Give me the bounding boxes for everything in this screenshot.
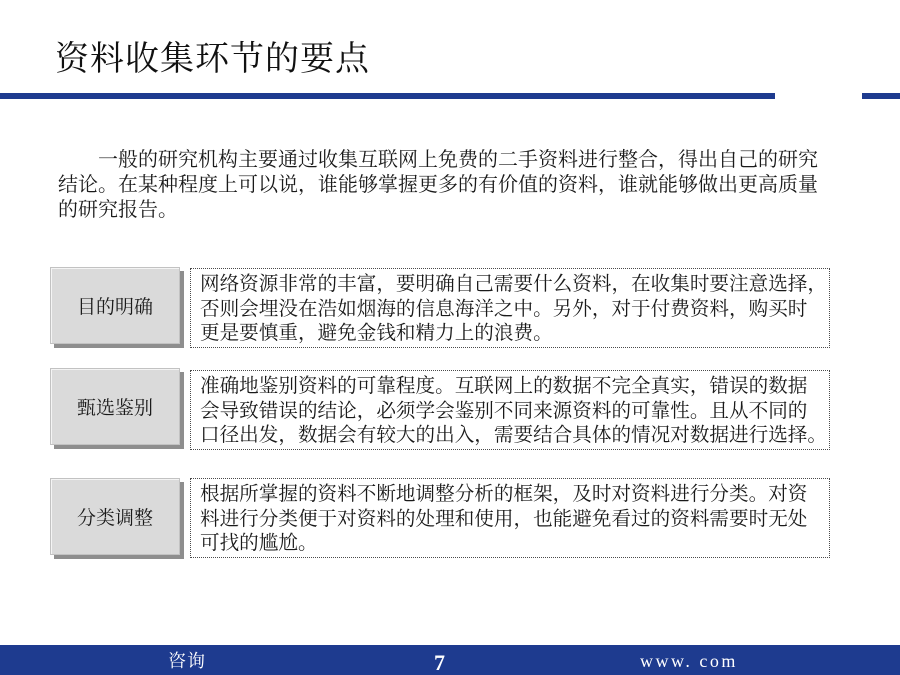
point-label: 甄选鉴别 xyxy=(76,398,153,419)
point-text-line: 会导致错误的结论，必须学会鉴别不同来源资料的可靠性。且从不同的 xyxy=(200,400,808,422)
point-label-box xyxy=(50,478,180,555)
point-text-line: 否则会埋没在浩如烟海的信息海洋之中。另外，对于付费资料，购买时 xyxy=(200,298,808,320)
intro-paragraph xyxy=(58,148,838,223)
page-number: 7 xyxy=(434,650,445,675)
title-underline-bar xyxy=(0,93,775,99)
footer-bar xyxy=(0,645,900,675)
footer-url: www. com xyxy=(640,651,738,671)
point-text-line: 更是要慎重，避免金钱和精力上的浪费。 xyxy=(200,323,553,344)
point-text-line: 根据所掌握的资料不断地调整分析的框架，及时对资料进行分类。对资 xyxy=(200,484,808,505)
slide-title: 资料收集环节的要点 xyxy=(55,41,370,78)
point-label-box xyxy=(50,368,180,445)
point-text-box xyxy=(190,370,830,450)
footer-company: 咨询 xyxy=(168,651,206,671)
intro-line: 的研究报告。 xyxy=(58,199,178,221)
intro-line: 一般的研究机构主要通过收集互联网上免费的二手资料进行整合，得出自己的研究 xyxy=(98,149,818,171)
point-text-line: 准确地鉴别资料的可靠程度。互联网上的数据不完全真实，错误的数据 xyxy=(200,376,808,397)
point-text-box xyxy=(190,268,830,348)
point-text-box xyxy=(190,478,830,558)
point-label: 目的明确 xyxy=(76,297,153,318)
point-label: 分类调整 xyxy=(76,508,153,529)
point-text-line: 料进行分类便于对资料的处理和使用，也能避免看过的资料需要时无处 xyxy=(200,508,808,530)
point-text-line: 口径出发，数据会有较大的出入，需要结合具体的情况对数据进行选择。 xyxy=(200,425,827,446)
point-text-line: 可找的尴尬。 xyxy=(200,533,318,554)
point-text-line: 网络资源非常的丰富，要明确自己需要什么资料，在收集时要注意选择， xyxy=(200,274,827,295)
title-underline-accent xyxy=(862,93,900,99)
point-label-box xyxy=(50,267,180,344)
intro-line: 结论。在某种程度上可以说，谁能够掌握更多的有价值的资料，谁就能够做出更高质量 xyxy=(58,174,818,196)
